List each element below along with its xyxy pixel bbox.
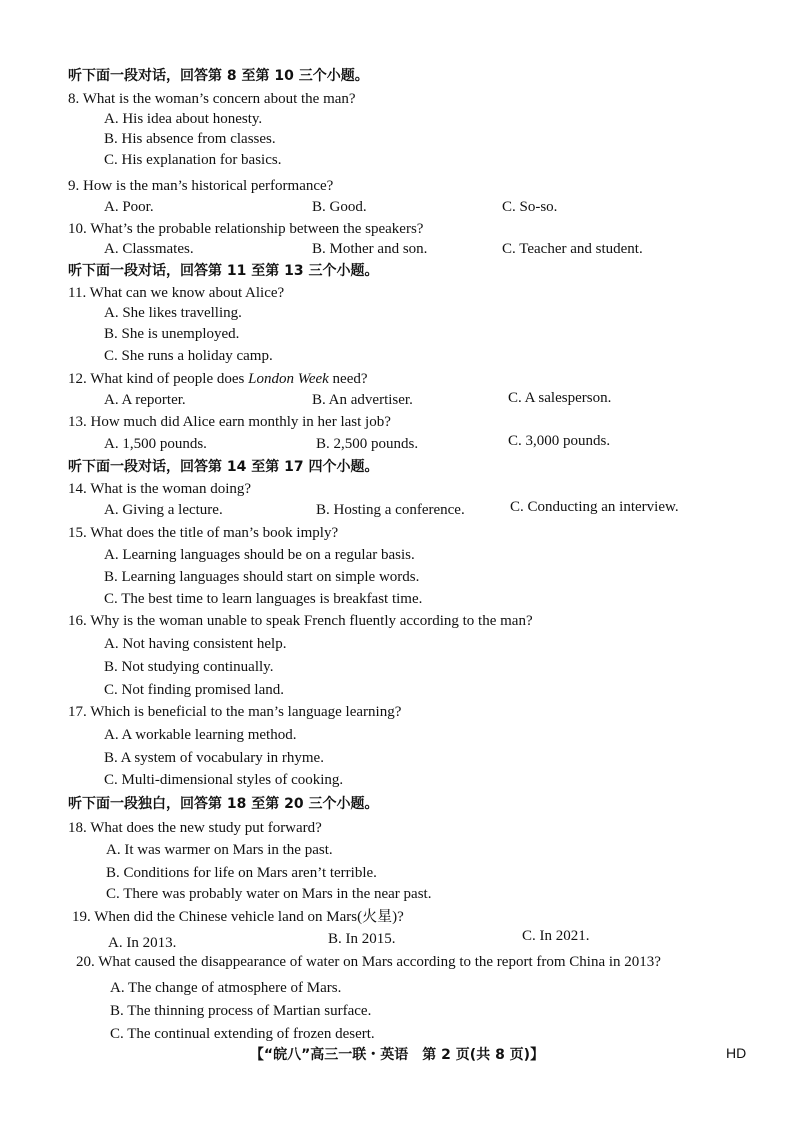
- option: C. Teacher and student.: [502, 241, 643, 257]
- option: A. Not having consistent help.: [104, 636, 287, 652]
- option: C. Multi-dimensional styles of cooking.: [104, 772, 344, 788]
- question-stem: 15. What does the title of man’s book imply?: [68, 525, 339, 541]
- option: B. Learning languages should start on simple words.: [104, 569, 420, 585]
- option: B. She is unemployed.: [104, 326, 240, 342]
- question-stem: 14. What is the woman doing?: [68, 481, 252, 497]
- question-stem: 18. What does the new study put forward?: [68, 820, 322, 836]
- option: B. In 2015.: [328, 931, 396, 947]
- question-stem: 10. What’s the probable relationship between the speakers?: [68, 221, 424, 237]
- page-footer: 【“皖八”高三一联・英语 第 2 页(共 8 页)】: [249, 1047, 545, 1063]
- stem-text: need?: [328, 371, 368, 387]
- option: C. Not finding promised land.: [104, 682, 284, 698]
- option: B. 2,500 pounds.: [316, 436, 419, 452]
- option: B. The thinning process of Martian surface.: [110, 1003, 372, 1019]
- option: C. There was probably water on Mars in the near past.: [106, 886, 432, 902]
- option: B. Good.: [312, 199, 367, 215]
- option: A. Classmates.: [104, 241, 194, 257]
- option: B. Hosting a conference.: [316, 502, 465, 518]
- question-stem: 9. How is the man’s historical performance?: [68, 178, 334, 194]
- option: A. In 2013.: [108, 935, 177, 951]
- option: A. A workable learning method.: [104, 727, 297, 743]
- section-instruction: 听下面一段对话，回答第 14 至第 17 四个小题。: [68, 459, 379, 475]
- question-stem: 8. What is the woman’s concern about the man?: [68, 91, 356, 107]
- section-instruction: 听下面一段对话，回答第 11 至第 13 三个小题。: [68, 263, 379, 279]
- option: A. The change of atmosphere of Mars.: [110, 980, 342, 996]
- option: B. His absence from classes.: [104, 131, 276, 147]
- option: A. 1,500 pounds.: [104, 436, 207, 452]
- option: A. A reporter.: [104, 392, 186, 408]
- footer-code: HD: [726, 1045, 747, 1061]
- option: C. Conducting an interview.: [510, 499, 679, 515]
- stem-text: 12. What kind of people does: [68, 371, 249, 387]
- question-stem: 13. How much did Alice earn monthly in her last job?: [68, 414, 391, 430]
- option: C. So-so.: [502, 199, 558, 215]
- option: C. The continual extending of frozen desert.: [110, 1026, 375, 1042]
- magazine-title: London Week: [248, 371, 329, 387]
- question-stem: 20. What caused the disappearance of water on Mars according to the report from China in 2013?: [76, 954, 661, 970]
- option: C. She runs a holiday camp.: [104, 348, 273, 364]
- option: B. Conditions for life on Mars aren’t terrible.: [106, 865, 377, 881]
- option: B. An advertiser.: [312, 392, 413, 408]
- option: C. 3,000 pounds.: [508, 433, 611, 449]
- question-stem: 19. When did the Chinese vehicle land on Mars(火星)?: [72, 909, 404, 925]
- option: C. His explanation for basics.: [104, 152, 282, 168]
- option: A. Learning languages should be on a regular basis.: [104, 547, 415, 563]
- option: A. His idea about honesty.: [104, 111, 263, 127]
- question-stem: 16. Why is the woman unable to speak French fluently according to the man?: [68, 613, 533, 629]
- question-stem: [68, 369, 368, 389]
- option: B. Not studying continually.: [104, 659, 274, 675]
- option: C. The best time to learn languages is breakfast time.: [104, 591, 423, 607]
- section-instruction: 听下面一段对话，回答第 8 至第 10 三个小题。: [68, 68, 369, 84]
- option: A. Poor.: [104, 199, 154, 215]
- option: C. In 2021.: [522, 928, 590, 944]
- option: A. She likes travelling.: [104, 305, 242, 321]
- question-stem: 17. Which is beneficial to the man’s language learning?: [68, 704, 402, 720]
- question-stem: 11. What can we know about Alice?: [68, 285, 285, 301]
- option: B. Mother and son.: [312, 241, 428, 257]
- option: B. A system of vocabulary in rhyme.: [104, 750, 324, 766]
- section-instruction: 听下面一段独白，回答第 18 至第 20 三个小题。: [68, 796, 379, 812]
- option: C. A salesperson.: [508, 390, 612, 406]
- option: A. Giving a lecture.: [104, 502, 223, 518]
- option: A. It was warmer on Mars in the past.: [106, 842, 333, 858]
